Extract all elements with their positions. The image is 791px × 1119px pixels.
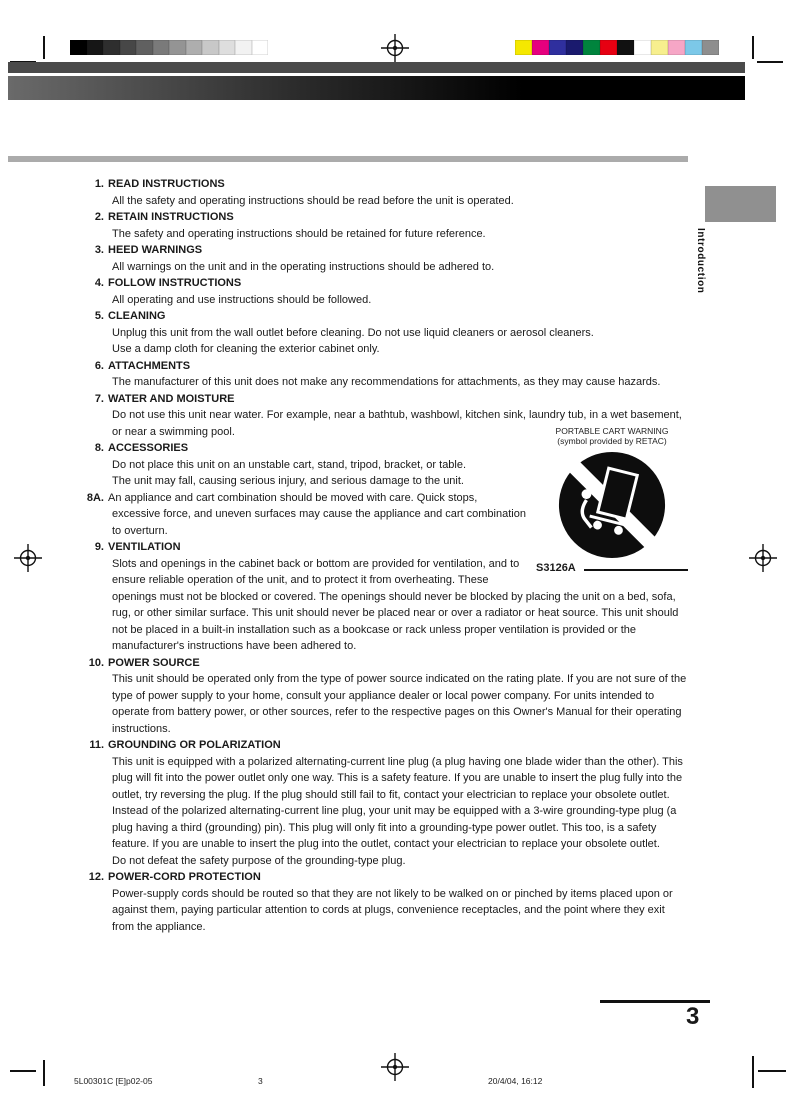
instruction-item bbox=[74, 358, 688, 391]
calibration-swatch bbox=[169, 40, 186, 55]
header-rule bbox=[8, 156, 688, 162]
instruction-heading bbox=[94, 176, 688, 193]
instruction-title: POWER-CORD PROTECTION bbox=[108, 871, 261, 883]
crop-mark bbox=[752, 36, 754, 59]
header-bar-top bbox=[8, 62, 745, 73]
instruction-item bbox=[74, 308, 688, 358]
instruction-heading bbox=[94, 209, 688, 226]
registration-mark-icon bbox=[381, 1053, 409, 1081]
section-tab bbox=[705, 186, 776, 222]
instruction-paragraph: Use a damp cloth for cleaning the exterior cabinet only. bbox=[112, 343, 380, 355]
instruction-number: 2. bbox=[94, 211, 104, 223]
instruction-title: CLEANING bbox=[108, 310, 166, 322]
instruction-title: ACCESSORIES bbox=[108, 442, 189, 454]
instruction-number: 10. bbox=[88, 656, 104, 669]
calibration-swatch bbox=[583, 40, 600, 55]
calibration-swatch bbox=[651, 40, 668, 55]
instruction-number: 1. bbox=[94, 178, 104, 190]
section-label: Introduction bbox=[695, 228, 706, 294]
portable-cart-warning-box bbox=[536, 426, 688, 574]
calibration-swatch bbox=[235, 40, 252, 55]
footer-file-id: 5L00301C [E]p02-05 bbox=[74, 1076, 153, 1086]
instruction-paragraph: Slots and openings in the cabinet back or bottom are provided for ventilation, and to ensure reliable operation of the unit, and to protect it from overheating. These openings must not be blocked or covered. The openings should never be blocked by placing the unit on a bed, sofa, rug, or other similar surface. This unit should never be placed near or over a radiator or heat source. This unit should not be placed in a built-in installation such as a bookcase or rack unless proper ventilation is provided or the manufacturer's instructions have been adhered to. bbox=[112, 557, 679, 652]
registration-mark-icon bbox=[381, 34, 409, 62]
page-number: 3 bbox=[686, 1003, 700, 1030]
cart-warning-code: S3126A bbox=[536, 562, 576, 574]
footer-page: 3 bbox=[258, 1076, 263, 1086]
instruction-item bbox=[74, 209, 688, 242]
crop-mark bbox=[752, 1056, 754, 1088]
instruction-paragraph: The safety and operating instructions should be retained for future reference. bbox=[112, 227, 486, 240]
calibration-swatch bbox=[617, 40, 634, 55]
calibration-swatch bbox=[153, 40, 170, 55]
instruction-number: 9. bbox=[94, 541, 104, 553]
calibration-swatch bbox=[532, 40, 549, 55]
instruction-heading bbox=[94, 358, 688, 375]
instruction-title: READ INSTRUCTIONS bbox=[108, 178, 225, 190]
calibration-swatch bbox=[566, 40, 583, 55]
instruction-paragraph: All warnings on the unit and in the operating instructions should be adhered to. bbox=[112, 260, 495, 273]
instruction-item bbox=[74, 275, 688, 308]
calibration-swatch bbox=[515, 40, 532, 55]
safety-instructions-list bbox=[74, 176, 688, 935]
instruction-item bbox=[74, 242, 688, 275]
instruction-paragraph: This unit should be operated only from the type of power source indicated on the rating plate. If you are not sure of the type of power supply to your home, consult your appliance dealer or local power company. For units intended to operate from battery power, or other sources, refer to the respective pages on this Owner's Manual for their operating instructions. bbox=[112, 673, 687, 735]
instruction-heading bbox=[94, 242, 688, 259]
instruction-item bbox=[74, 176, 688, 209]
calibration-swatch bbox=[685, 40, 702, 55]
instruction-title: RETAIN INSTRUCTIONS bbox=[108, 211, 234, 223]
instruction-heading bbox=[94, 308, 688, 325]
instruction-title: GROUNDING OR POLARIZATION bbox=[108, 739, 281, 751]
calibration-swatch bbox=[252, 40, 269, 55]
instruction-title: ATTACHMENTS bbox=[108, 359, 191, 372]
calibration-swatch bbox=[70, 40, 87, 55]
instruction-number: 8. bbox=[94, 442, 104, 454]
instruction-paragraph: Do not defeat the safety purpose of the grounding-type plug. bbox=[112, 854, 406, 867]
calibration-swatch bbox=[136, 40, 153, 55]
instruction-paragraph: Unplug this unit from the wall outlet before cleaning. Do not use liquid cleaners or aerosol cleaners. bbox=[112, 326, 594, 339]
instruction-number: 8A. bbox=[86, 491, 104, 504]
instruction-number: 6. bbox=[94, 359, 104, 372]
instruction-number: 11. bbox=[89, 739, 104, 751]
instruction-heading bbox=[94, 391, 688, 408]
instruction-title: HEED WARNINGS bbox=[108, 244, 203, 256]
crop-mark bbox=[43, 36, 45, 59]
calibration-swatch bbox=[103, 40, 120, 55]
calibration-swatch bbox=[600, 40, 617, 55]
instruction-number: 4. bbox=[94, 277, 104, 289]
calibration-swatch bbox=[634, 40, 651, 55]
instruction-number: 5. bbox=[94, 310, 104, 322]
instruction-heading bbox=[88, 869, 688, 886]
registration-mark-icon bbox=[14, 544, 42, 572]
instruction-heading bbox=[88, 655, 688, 672]
crop-mark bbox=[757, 61, 783, 63]
calibration-swatch bbox=[549, 40, 566, 55]
crop-mark bbox=[758, 1070, 786, 1072]
instruction-item bbox=[74, 737, 688, 869]
calibration-swatch bbox=[186, 40, 203, 55]
instruction-title: VENTILATION bbox=[108, 541, 181, 553]
instruction-paragraph: Power-supply cords should be routed so that they are not likely to be walked on or pinched by items placed upon or against them, paying particular attention to cords at plugs, convenience receptacles, and the point where they exit from the appliance. bbox=[112, 887, 673, 933]
instruction-paragraph: Do not place this unit on an unstable cart, stand, tripod, bracket, or table. bbox=[112, 458, 467, 471]
instruction-number: 3. bbox=[94, 244, 104, 256]
instruction-paragraph: Do not use this unit near water. For example, near a bathtub, washbowl, kitchen sink, laundry tub, in a wet basement, or near a swimming pool. bbox=[112, 409, 682, 438]
instruction-paragraph: All the safety and operating instructions should be read before the unit is operated. bbox=[112, 194, 514, 207]
instruction-number: 12. bbox=[88, 871, 104, 883]
registration-mark-icon bbox=[749, 544, 777, 572]
header-bar-gradient bbox=[8, 76, 745, 100]
cart-warning-baseline bbox=[584, 569, 688, 571]
color-calibration-bar bbox=[515, 40, 719, 55]
crop-mark bbox=[43, 1060, 45, 1086]
calibration-swatch bbox=[702, 40, 719, 55]
tipping-cart-prohibition-icon bbox=[553, 449, 671, 561]
instruction-paragraph: The manufacturer of this unit does not make any recommendations for attachments, as they may cause hazards. bbox=[112, 376, 661, 388]
instruction-title: WATER AND MOISTURE bbox=[108, 392, 235, 405]
calibration-swatch bbox=[219, 40, 236, 55]
instruction-heading bbox=[94, 275, 688, 292]
footer-datetime: 20/4/04, 16:12 bbox=[488, 1076, 543, 1086]
calibration-swatch bbox=[87, 40, 104, 55]
instruction-item bbox=[74, 869, 688, 935]
instruction-item bbox=[74, 655, 688, 738]
cart-warning-title: PORTABLE CART WARNING bbox=[555, 426, 669, 436]
calibration-swatch bbox=[120, 40, 137, 55]
instruction-number: 7. bbox=[94, 392, 104, 405]
calibration-swatch bbox=[668, 40, 685, 55]
instruction-paragraph: This unit is equipped with a polarized alternating-current line plug (a plug having one blade wider than the other). This plug will fit into the power outlet only one way. This is a safety feature. If you are unable to insert the plug fully into the outlet, try reversing the plug. If the plug should still fail to fit, contact your electrician to replace your obsolete outlet. Instead of the polarized alternating-current line plug, your unit may be equipped with a 3-wire grounding-type plug (a plug having a third (grounding) pin). This plug will only fit into a grounding-type power outlet. This too, is a safety feature. If you are unable to insert the plug into the outlet, contact your electrician to replace your obsolete outlet. bbox=[112, 755, 683, 850]
cart-warning-footer bbox=[536, 562, 688, 574]
cart-warning-subtitle: (symbol provided by RETAC) bbox=[557, 436, 667, 446]
crop-mark bbox=[10, 1070, 36, 1072]
instruction-heading bbox=[89, 737, 688, 754]
instruction-paragraph: All operating and use instructions should be followed. bbox=[112, 293, 372, 306]
grayscale-calibration-bar bbox=[70, 40, 268, 55]
instruction-paragraph: The unit may fall, causing serious injury, and serious damage to the unit. bbox=[112, 475, 464, 487]
instruction-paragraph: 8A. An appliance and cart combination should be moved with care. Quick stops, excessive force, and uneven surfaces may cause the appliance and cart combination to overturn. bbox=[112, 490, 688, 540]
instruction-title: FOLLOW INSTRUCTIONS bbox=[108, 277, 242, 289]
instruction-title: POWER SOURCE bbox=[108, 656, 200, 669]
calibration-swatch bbox=[202, 40, 219, 55]
